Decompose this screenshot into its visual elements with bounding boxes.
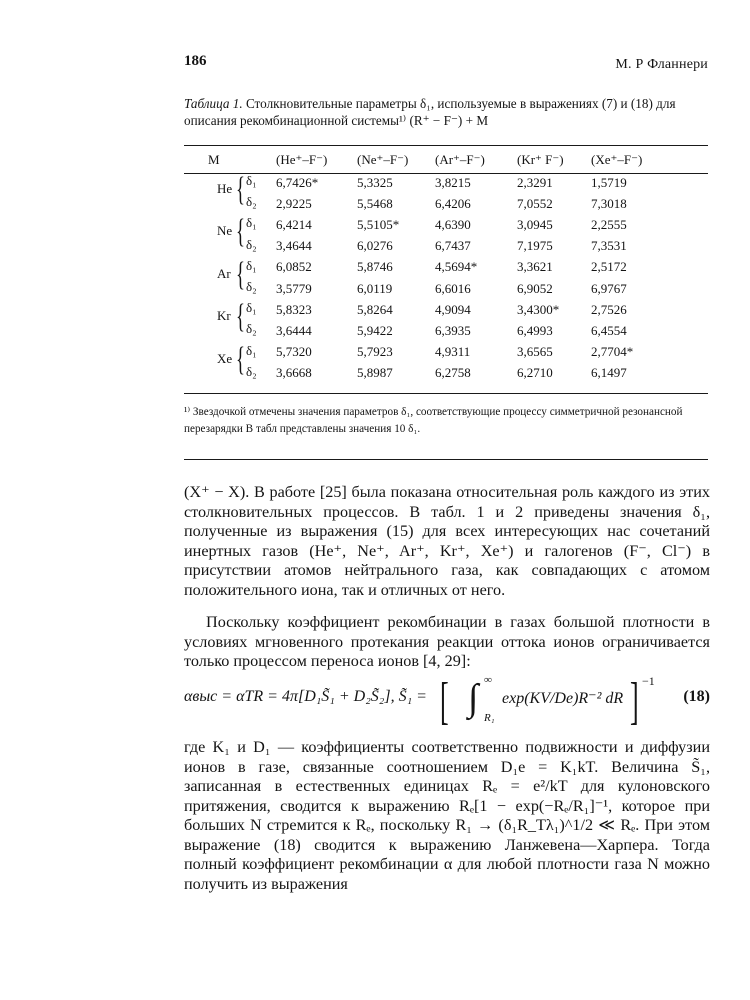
table-row bbox=[184, 193, 708, 214]
table-cell: 3,0945 bbox=[517, 216, 553, 232]
table-row bbox=[184, 363, 708, 384]
col-header-kr: (Kr⁺ F⁻) bbox=[517, 152, 564, 167]
table-cell: 6,6016 bbox=[435, 280, 471, 296]
table-cell: 6,9767 bbox=[591, 280, 627, 296]
table-cell: 2,5172 bbox=[591, 259, 627, 275]
table-cell: 5,5468 bbox=[357, 195, 393, 211]
gas-label: Kr bbox=[217, 308, 231, 324]
table-cell: 4,6390 bbox=[435, 216, 471, 232]
table-cell: 6,2710 bbox=[517, 365, 553, 381]
collision-parameters-table bbox=[184, 148, 708, 384]
delta1-label: δ₁ bbox=[246, 215, 257, 231]
table-cell: 2,3291 bbox=[517, 174, 553, 190]
table-cell: 5,5105* bbox=[357, 216, 400, 232]
table-cell: 3,8215 bbox=[435, 174, 471, 190]
col-header-he: (He⁺–F⁻) bbox=[276, 152, 328, 167]
table-row bbox=[184, 299, 708, 320]
paragraph-3: где K₁ и D₁ — коэффициенты соответственно подвижности и диффузии ионов в газе, связанные соотношением D₁e = K₁kT. Величина S̃₁, записанная в естественных единицах Rₑ = e²/kT для кулоновского притяжения, сводится к выражению Rₑ[1 − exp(−Rₑ/R₁]⁻¹, которое при больших N стремится к Rₑ, поскольку R₁ → (δ₁R_Tλ₁)^1/2 ≪ Rₑ. При этом выражение (18) сводится к выражению Ланжевена—Харпера. Тогда полный коэффициент рекомбинации α для любой плотности газа N можно получить из выражения bbox=[184, 738, 710, 893]
equation-number: (18) bbox=[683, 688, 710, 705]
gas-label: Ne bbox=[217, 223, 233, 239]
left-bracket: [ bbox=[440, 673, 449, 730]
delta2-label: δ₂ bbox=[246, 363, 257, 379]
body-text-top bbox=[184, 483, 710, 672]
table-cell: 2,7704* bbox=[591, 344, 634, 360]
table-cell: 6,2758 bbox=[435, 365, 471, 381]
brace-icon: { bbox=[236, 298, 245, 336]
table-cell: 7,1975 bbox=[517, 238, 553, 254]
col-header-xe: (Xe⁺–F⁻) bbox=[591, 152, 643, 167]
table-cell: 2,2555 bbox=[591, 216, 627, 232]
delta-cell bbox=[184, 193, 274, 214]
table-bottom-rule bbox=[184, 393, 708, 394]
caption-text: Столкновительные параметры δ₁, используемые в выражениях (7) и (18) для описания рекомбинационной системы¹⁾ (R⁺ − F⁻) + M bbox=[184, 96, 676, 128]
table-cell: 3,3621 bbox=[517, 259, 553, 275]
table-cell: 6,3935 bbox=[435, 322, 471, 338]
table-caption bbox=[184, 95, 712, 129]
table-cell: 2,7526 bbox=[591, 301, 627, 317]
running-head: М. Р Фланнери bbox=[615, 57, 708, 72]
table-row bbox=[184, 278, 708, 299]
table-cell: 1,5719 bbox=[591, 174, 627, 190]
gas-label: He bbox=[217, 181, 233, 196]
integrand: exp(KV/De)R⁻² dR bbox=[502, 690, 624, 707]
table-cell: 5,9422 bbox=[357, 322, 393, 338]
gas-label: Ar bbox=[217, 265, 231, 281]
table-cell: 4,9094 bbox=[435, 301, 471, 317]
table-cell: 6,9052 bbox=[517, 280, 553, 296]
paragraph-2: Поскольку коэффициент рекомбинации в газах большой плотности в условиях мгновенного протекания реакции оттока ионов ограничивается только процессом переноса ионов [4, 29]: bbox=[184, 613, 710, 670]
delta2-label: δ₂ bbox=[246, 278, 257, 294]
table-cell: 7,3018 bbox=[591, 195, 627, 211]
brace-icon: { bbox=[236, 340, 245, 378]
footnote-rule bbox=[184, 459, 708, 460]
integral-sign: ∫ bbox=[468, 677, 479, 719]
table-cell: 4,9311 bbox=[435, 344, 471, 360]
delta2-label: δ₂ bbox=[246, 236, 257, 252]
table-cell: 5,8746 bbox=[357, 259, 393, 275]
right-bracket: ] bbox=[630, 673, 639, 730]
delta1-label: δ₁ bbox=[246, 173, 257, 188]
table-cell: 5,8264 bbox=[357, 301, 393, 317]
table-cell: 2,9225 bbox=[276, 195, 312, 211]
delta1-label: δ₁ bbox=[246, 257, 257, 273]
table-footnote: ¹⁾ Звездочкой отмечены значения параметров δ₁, соответствующие процессу симметричной резонансной перезарядки В табл представлены значения 10 δ₁. bbox=[184, 406, 683, 435]
col-header-m: M bbox=[208, 152, 220, 167]
delta-cell bbox=[184, 363, 274, 384]
table-cell: 4,5694* bbox=[435, 259, 478, 275]
table-cell: 6,1497 bbox=[591, 365, 627, 381]
table-header-row bbox=[184, 148, 708, 172]
table-cell: 6,4554 bbox=[591, 322, 627, 338]
table-cell: 3,4644 bbox=[276, 238, 312, 254]
table-cell: 3,6444 bbox=[276, 322, 312, 338]
table-cell: 3,5779 bbox=[276, 280, 312, 296]
table-top-rule bbox=[184, 145, 708, 146]
table-row bbox=[184, 342, 708, 363]
delta-cell bbox=[184, 278, 274, 299]
table-body bbox=[184, 172, 708, 384]
table-cell: 3,6565 bbox=[517, 344, 553, 360]
table-cell: 6,0276 bbox=[357, 238, 393, 254]
table-row bbox=[184, 320, 708, 341]
table-cell: 3,6668 bbox=[276, 365, 312, 381]
table-cell: 6,4993 bbox=[517, 322, 553, 338]
table-cell: 6,4206 bbox=[435, 195, 471, 211]
table-row bbox=[184, 257, 708, 278]
col-header-ne: (Ne⁺–F⁻) bbox=[357, 152, 409, 167]
table-cell: 7,3531 bbox=[591, 238, 627, 254]
brace-icon: { bbox=[236, 171, 245, 208]
table-cell: 6,4214 bbox=[276, 216, 312, 232]
delta1-label: δ₁ bbox=[246, 342, 257, 358]
table-cell: 6,7437 bbox=[435, 238, 471, 254]
table-cell: 7,0552 bbox=[517, 195, 553, 211]
equation-lhs: αвыс = αTR = 4π[D₁S̃₁ + D₂S̃₂], S̃₁ = bbox=[184, 688, 427, 705]
table-cell: 6,0119 bbox=[357, 280, 393, 296]
brace-icon: { bbox=[236, 213, 245, 251]
delta-cell bbox=[184, 236, 274, 257]
table-cell: 3,4300* bbox=[517, 301, 560, 317]
delta1-label: δ₁ bbox=[246, 300, 257, 316]
body-text-bottom bbox=[184, 738, 710, 894]
table-cell: 5,8323 bbox=[276, 301, 312, 317]
table-cell: 5,7923 bbox=[357, 344, 393, 360]
caption-label: Таблица 1. bbox=[184, 96, 243, 111]
col-header-ar: (Ar⁺–F⁻) bbox=[435, 152, 485, 167]
table-cell: 5,3325 bbox=[357, 174, 393, 190]
gas-label: Xe bbox=[217, 350, 233, 366]
equation-18 bbox=[184, 670, 710, 728]
table-cell: 5,8987 bbox=[357, 365, 393, 381]
delta2-label: δ₂ bbox=[246, 194, 257, 210]
integral-lower-limit: R₁ bbox=[484, 712, 495, 724]
table-cell: 6,7426* bbox=[276, 174, 319, 190]
delta2-label: δ₂ bbox=[246, 321, 257, 337]
table-row bbox=[184, 172, 708, 193]
table-cell: 6,0852 bbox=[276, 259, 312, 275]
table-cell: 5,7320 bbox=[276, 344, 312, 360]
paragraph-1: (X⁺ − X). В работе [25] была показана относительная роль каждого из этих столкновительных процессов. В табл. 1 и 2 приведены значения δ₁, полученные из выражения (15) для всех интересующих нас сочетаний инертных газов (He⁺, Ne⁺, Ar⁺, Kr⁺, Xe⁺) и галогенов (F⁻, Cl⁻) в присутствии атомов нейтрального газа, как совпадающих с атомом положительного иона, так и отличных от него. bbox=[184, 483, 710, 599]
delta-cell bbox=[184, 320, 274, 341]
page-number: 186 bbox=[184, 53, 207, 69]
brace-icon: { bbox=[236, 255, 245, 293]
outer-exponent: −1 bbox=[642, 674, 655, 688]
table-row bbox=[184, 236, 708, 257]
integral-upper-limit: ∞ bbox=[484, 674, 492, 686]
table-row bbox=[184, 214, 708, 235]
